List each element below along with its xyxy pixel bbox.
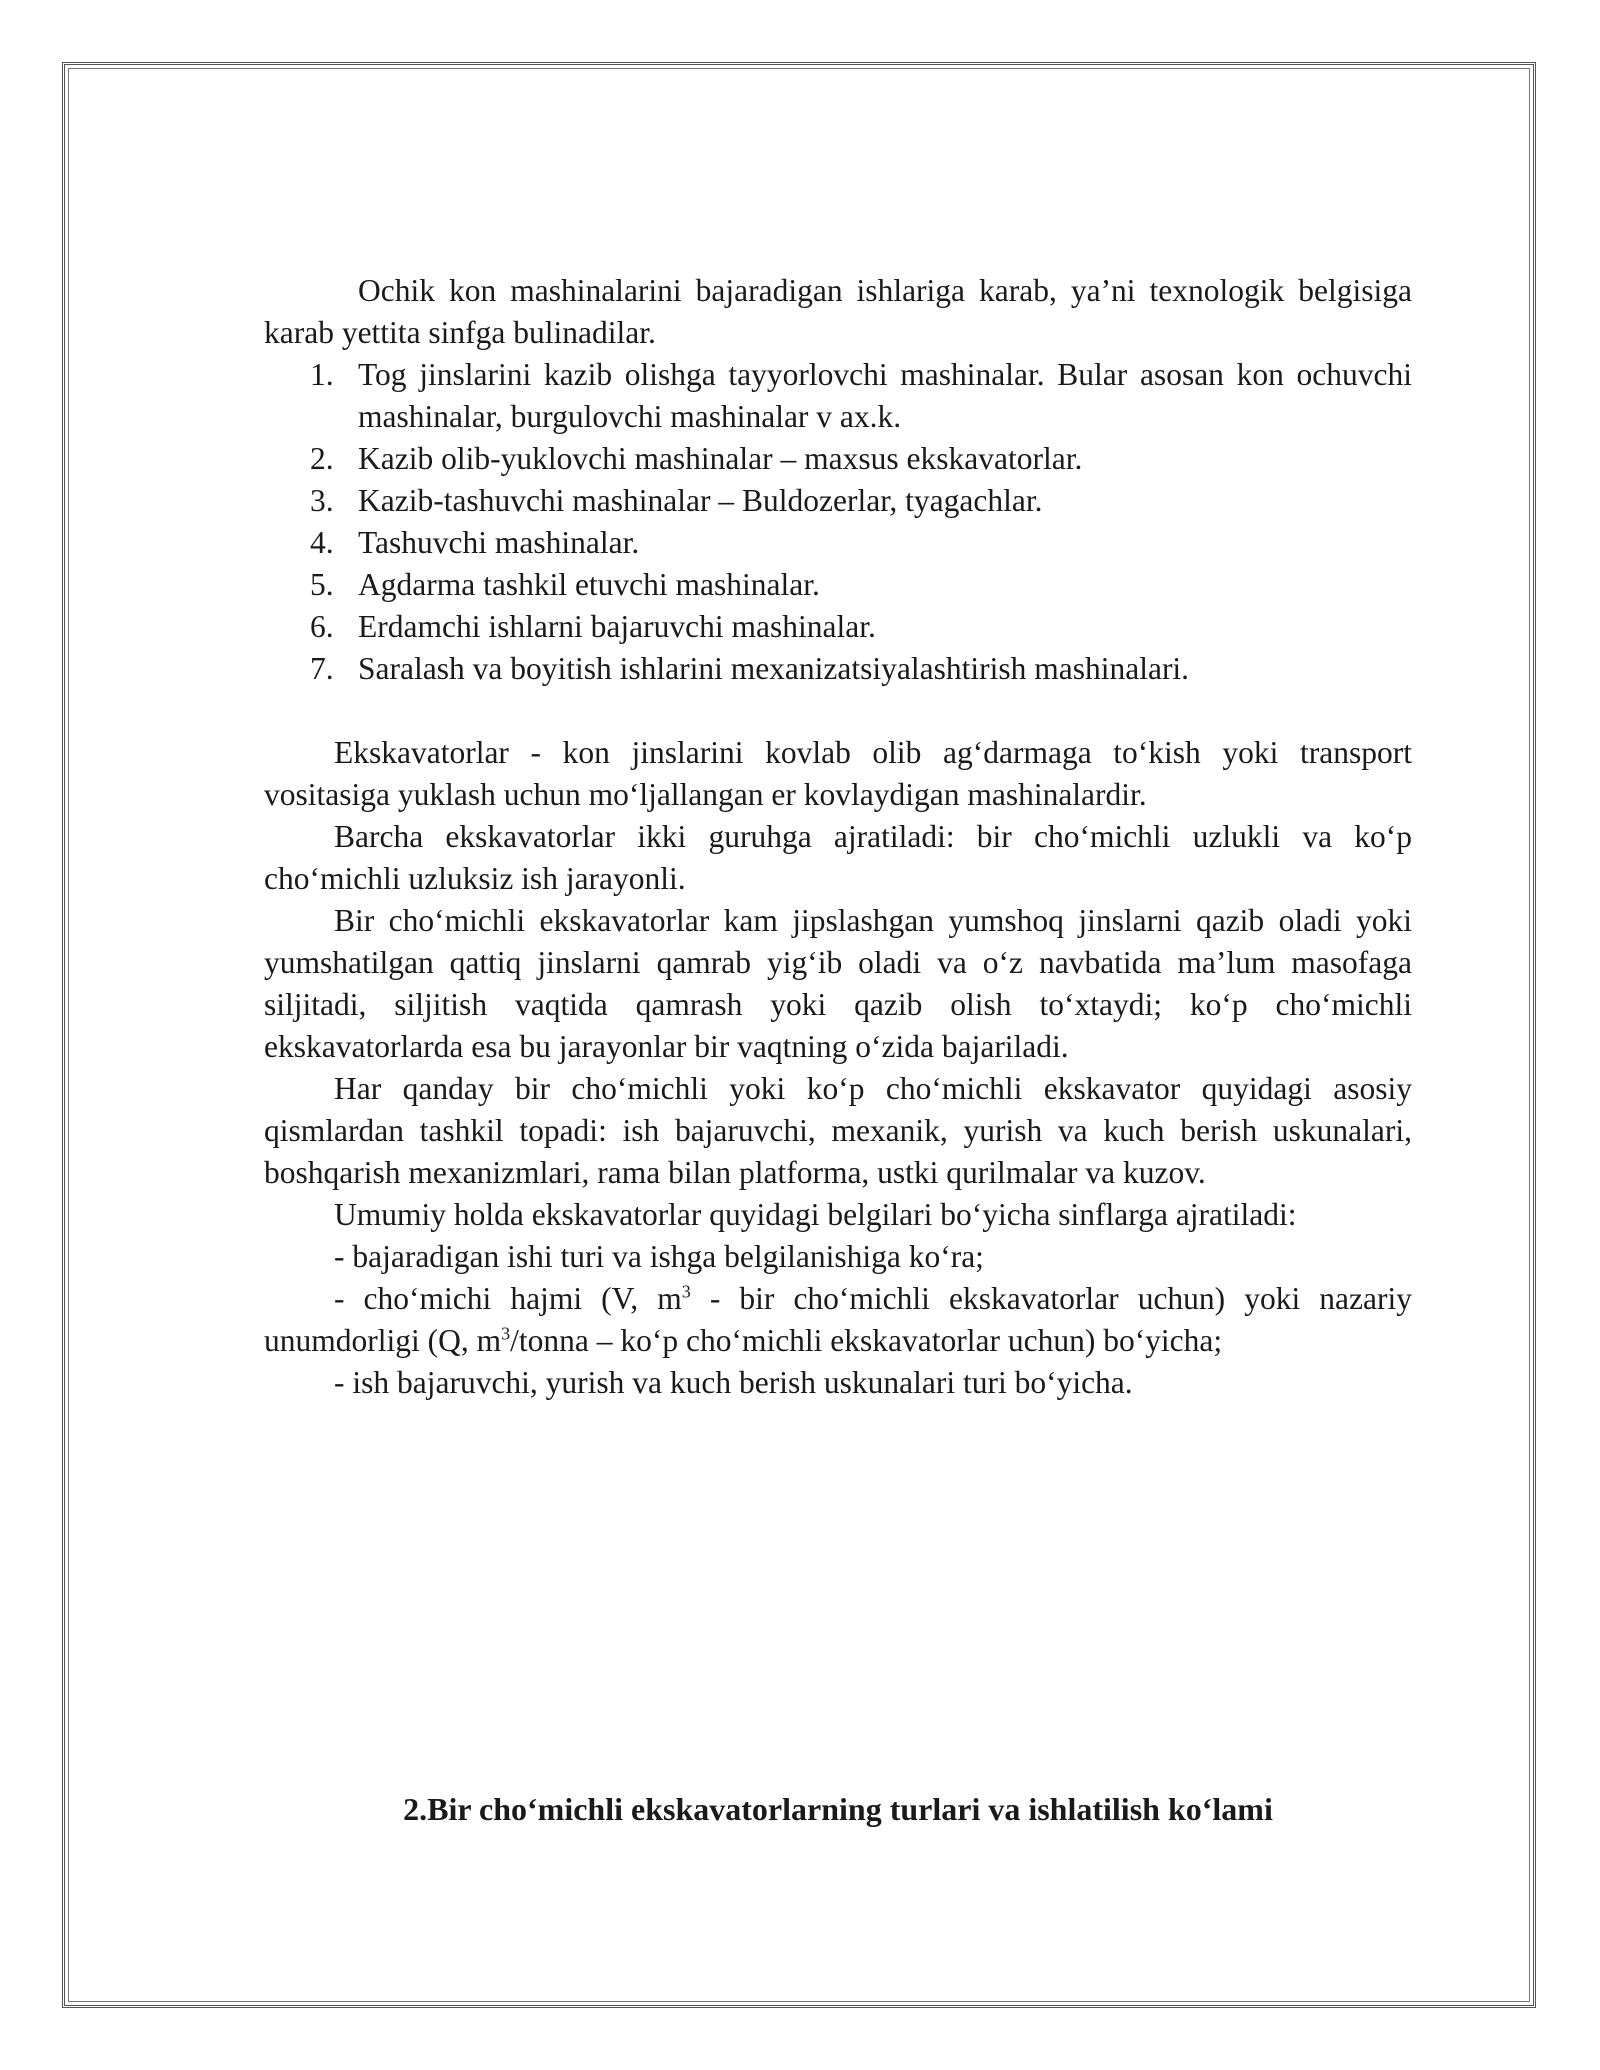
spacer [264, 690, 1412, 732]
definition-paragraph: Ekskavatorlar - kon jinslarini kovlab olib ag‘darmaga to‘kish yoki transport vositasiga yuklash uchun mo‘ljallangan er kovlaydigan mashinalardir. [264, 735, 1412, 812]
list-number: 6. [310, 609, 334, 644]
list-number: 1. [310, 357, 334, 392]
single-bucket-paragraph: Bir cho‘michli ekskavatorlar kam jipslashgan yumshoq jinslarni qazib oladi yoki yumshatilgan qattiq jinslarni qamrab yig‘ib oladi va o‘z navbatida ma’lum masofaga siljitadi, siljitish vaqtida qamrash yoki qazib olish to‘xtaydi; ko‘p cho‘michli ekskavatorlarda esa bu jarayonlar bir vaqtning o‘zida bajariladi. [264, 903, 1412, 1064]
list-number: 2. [310, 441, 334, 476]
list-number: 3. [310, 483, 334, 518]
criteria-text: - bir cho‘michli ekskavatorlar uchun) yoki nazariy unumdorligi (Q, m [264, 1281, 1412, 1358]
list-text: Tashuvchi mashinalar. [358, 525, 640, 560]
list-item [310, 648, 1412, 690]
list-number: 5. [310, 567, 334, 602]
criteria-item: - bajaradigan ishi turi va ishga belgilanishiga ko‘ra; [334, 1239, 984, 1274]
list-number: 4. [310, 525, 334, 560]
document-body [264, 270, 1412, 1404]
superscript: 3 [501, 1323, 511, 1344]
criteria-item: - ish bajaruvchi, yurish va kuch berish uskunalari turi bo‘yicha. [334, 1365, 1133, 1400]
classification-paragraph: Umumiy holda ekskavatorlar quyidagi belgilari bo‘yicha sinflarga ajratiladi: [334, 1197, 1297, 1232]
machine-classes-list [264, 354, 1412, 690]
criteria-text: - cho‘michi hajmi (V, m [334, 1281, 682, 1316]
superscript: 3 [681, 1281, 691, 1302]
list-text: Agdarma tashkil etuvchi mashinalar. [358, 567, 820, 602]
criteria-text: /tonna – ko‘p cho‘michli ekskavatorlar uchun) bo‘yicha; [510, 1323, 1223, 1358]
list-text: Kazib-tashuvchi mashinalar – Buldozerlar, tyagachlar. [358, 483, 1043, 518]
intro-paragraph: Ochik kon mashinalarini bajaradigan ishlariga karab, ya’ni texnologik belgisiga karab yettita sinfga bulinadilar. [264, 273, 1412, 350]
list-item [310, 354, 1412, 438]
groups-paragraph: Barcha ekskavatorlar ikki guruhga ajratiladi: bir cho‘michli uzlukli va ko‘p cho‘michli uzluksiz ish jarayonli. [264, 819, 1412, 896]
list-text: Saralash va boyitish ishlarini mexanizatsiyalashtirish mashinalari. [358, 651, 1190, 686]
section-heading: 2.Bir cho‘michli ekskavatorlarning turlari va ishlatilish ko‘lami [403, 1791, 1273, 1827]
list-text: Tog jinslarini kazib olishga tayyorlovchi mashinalar. Bular asosan kon ochuvchi mashinalar, burgulovchi mashinalar v ax.k. [358, 357, 1412, 434]
list-text: Erdamchi ishlarni bajaruvchi mashinalar. [358, 609, 876, 644]
list-item [310, 480, 1412, 522]
list-text: Kazib olib-yuklovchi mashinalar – maxsus ekskavatorlar. [358, 441, 1083, 476]
list-item [310, 522, 1412, 564]
list-number: 7. [310, 651, 334, 686]
list-item [310, 438, 1412, 480]
criteria-item [264, 1278, 1412, 1362]
list-item [310, 564, 1412, 606]
components-paragraph: Har qanday bir cho‘michli yoki ko‘p cho‘michli ekskavator quyidagi asosiy qismlardan tashkil topadi: ish bajaruvchi, mexanik, yurish va kuch berish uskunalari, boshqarish mexanizmlari, rama bilan platforma, ustki qurilmalar va kuzov. [264, 1071, 1412, 1190]
list-item [310, 606, 1412, 648]
